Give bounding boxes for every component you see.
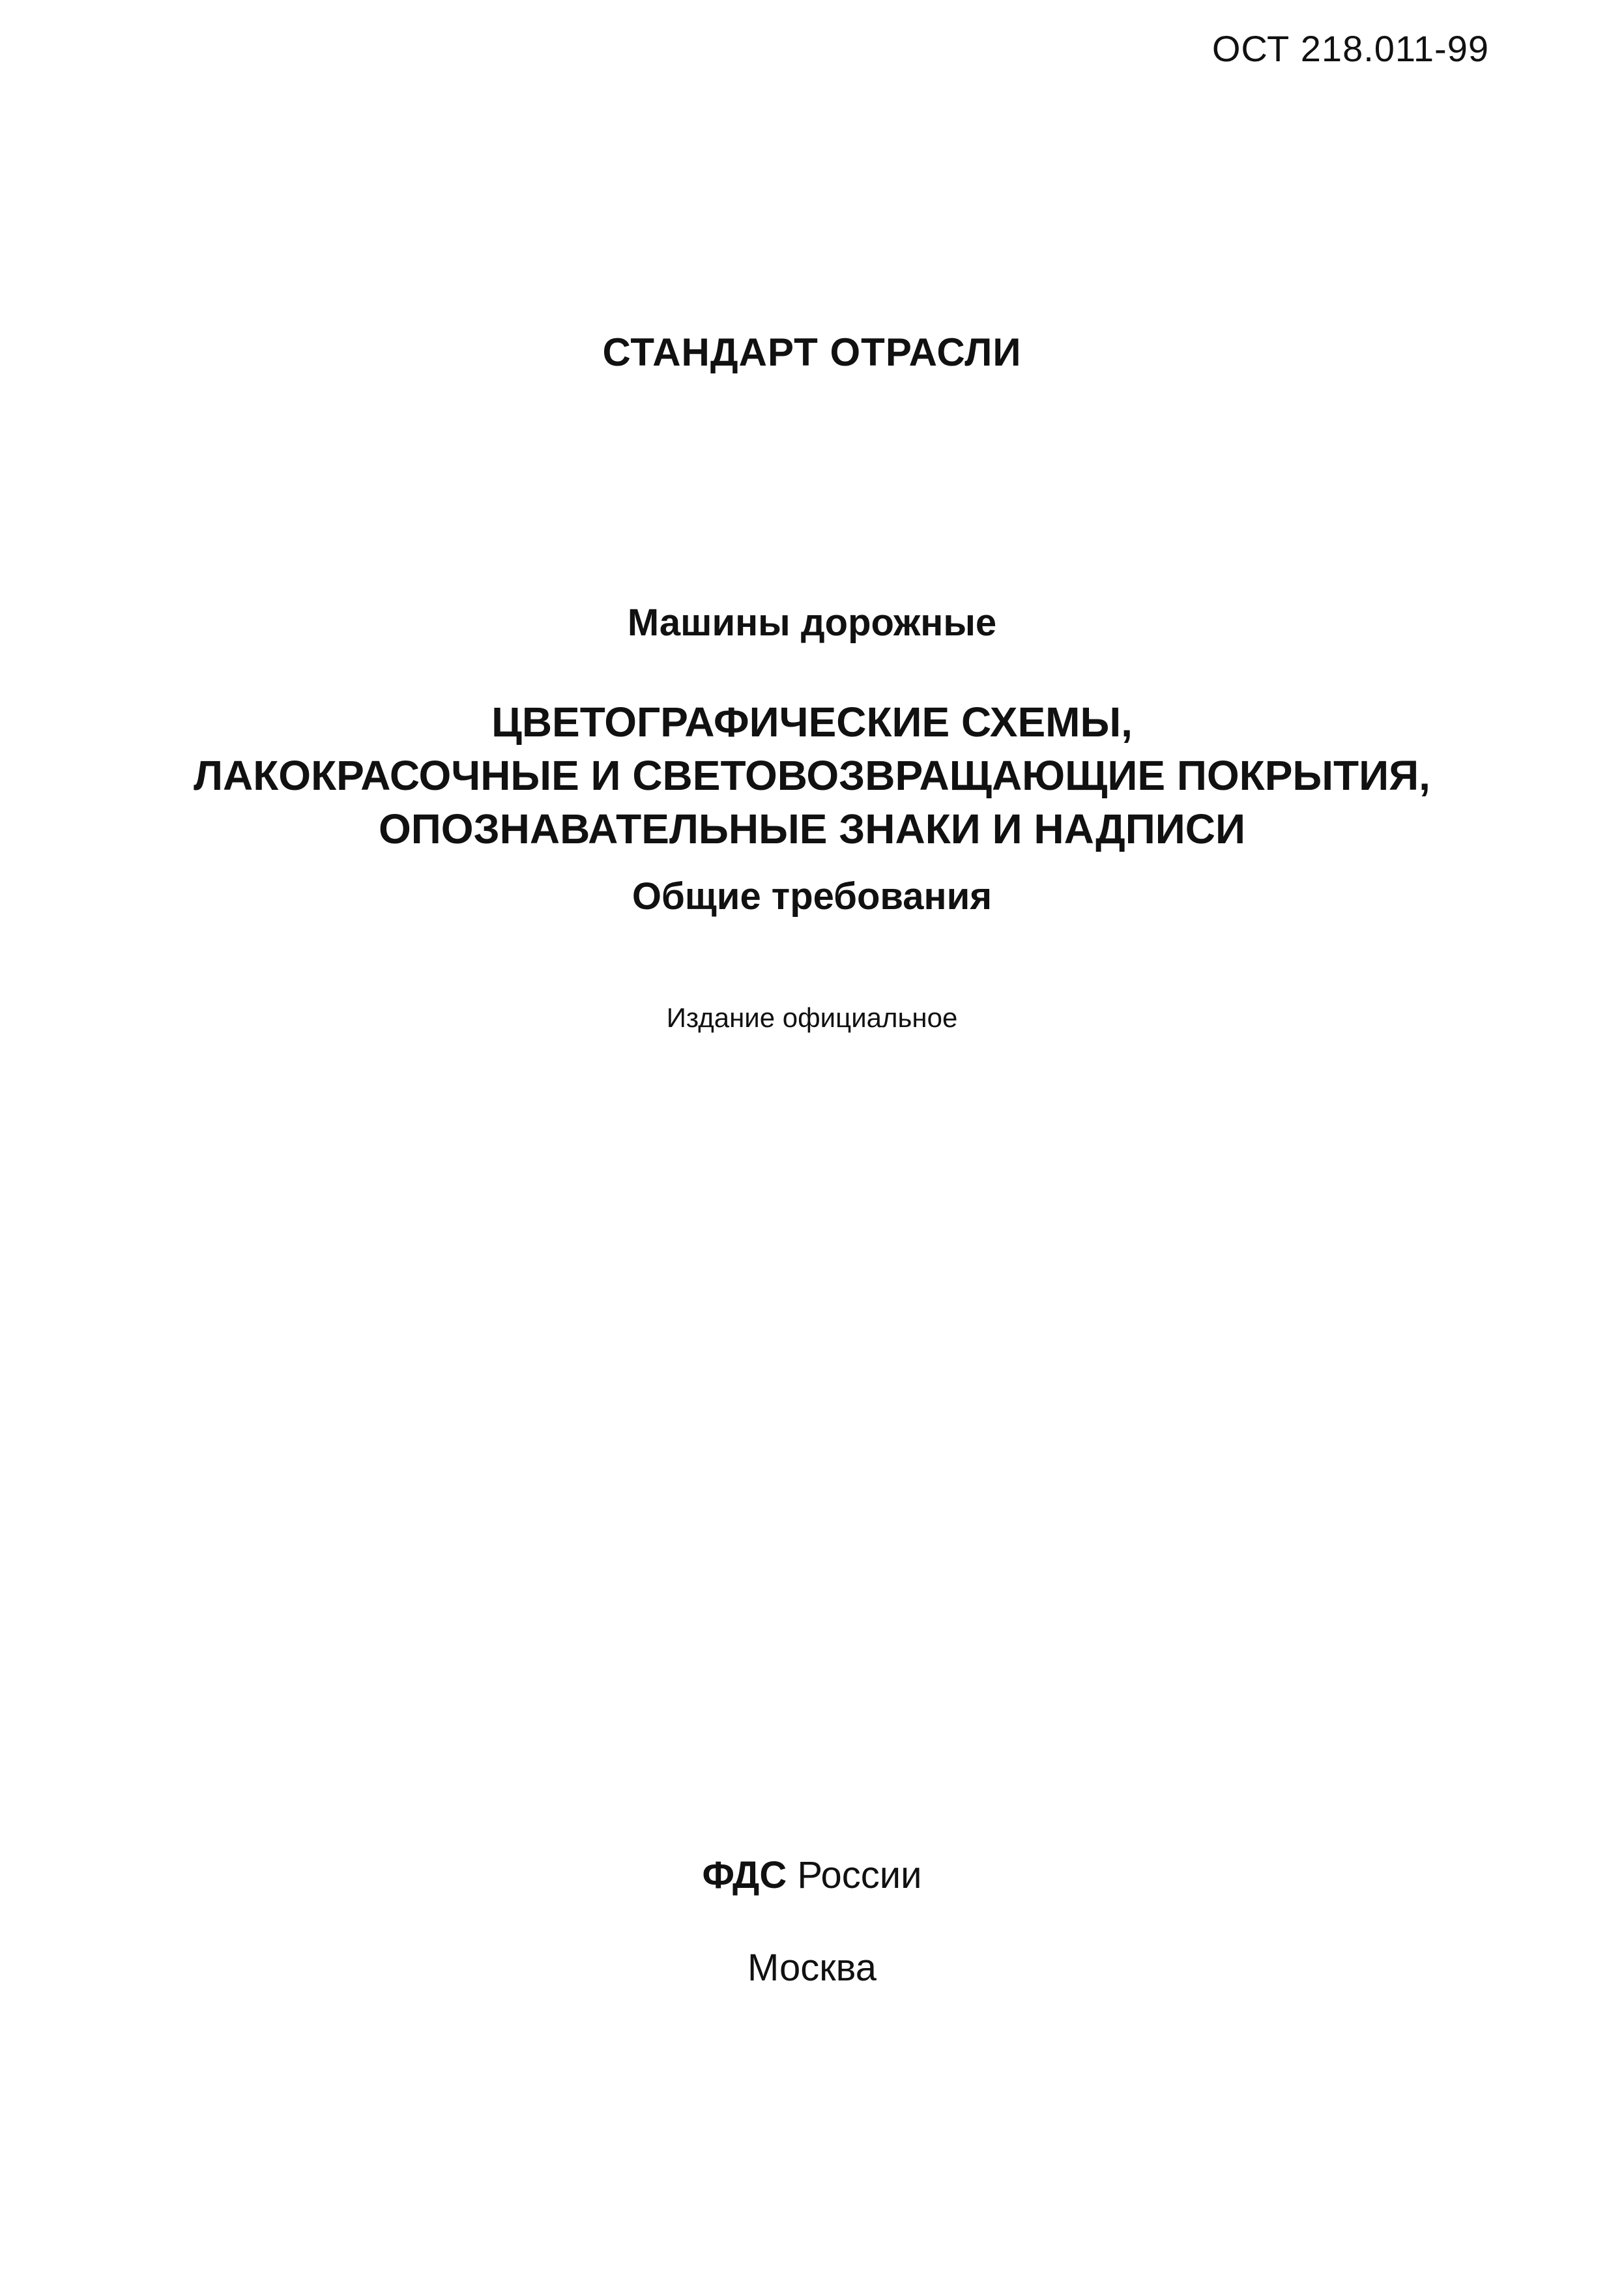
main-title-line-1: ЦВЕТОГРАФИЧЕСКИЕ СХЕМЫ, [491,699,1133,746]
edition-label: Издание официальное [666,1002,958,1033]
product-name: Машины дорожные [627,601,997,644]
publisher [0,1853,1624,1897]
main-title-line-3: ОПОЗНАВАТЕЛЬНЫЕ ЗНАКИ И НАДПИСИ [379,805,1245,852]
publisher-country: России [787,1854,922,1896]
document-code: ОСТ 218.011-99 [1211,28,1489,69]
publication-city: Москва [747,1947,877,1989]
subtitle: Общие требования [631,875,993,918]
publisher-abbreviation: ФДС [702,1854,787,1896]
main-title [0,695,1624,856]
standard-title: СТАНДАРТ ОТРАСЛИ [602,330,1022,374]
main-title-line-2: ЛАКОКРАСОЧНЫЕ И СВЕТОВОЗВРАЩАЮЩИЕ ПОКРЫТИЯ, [194,752,1430,799]
